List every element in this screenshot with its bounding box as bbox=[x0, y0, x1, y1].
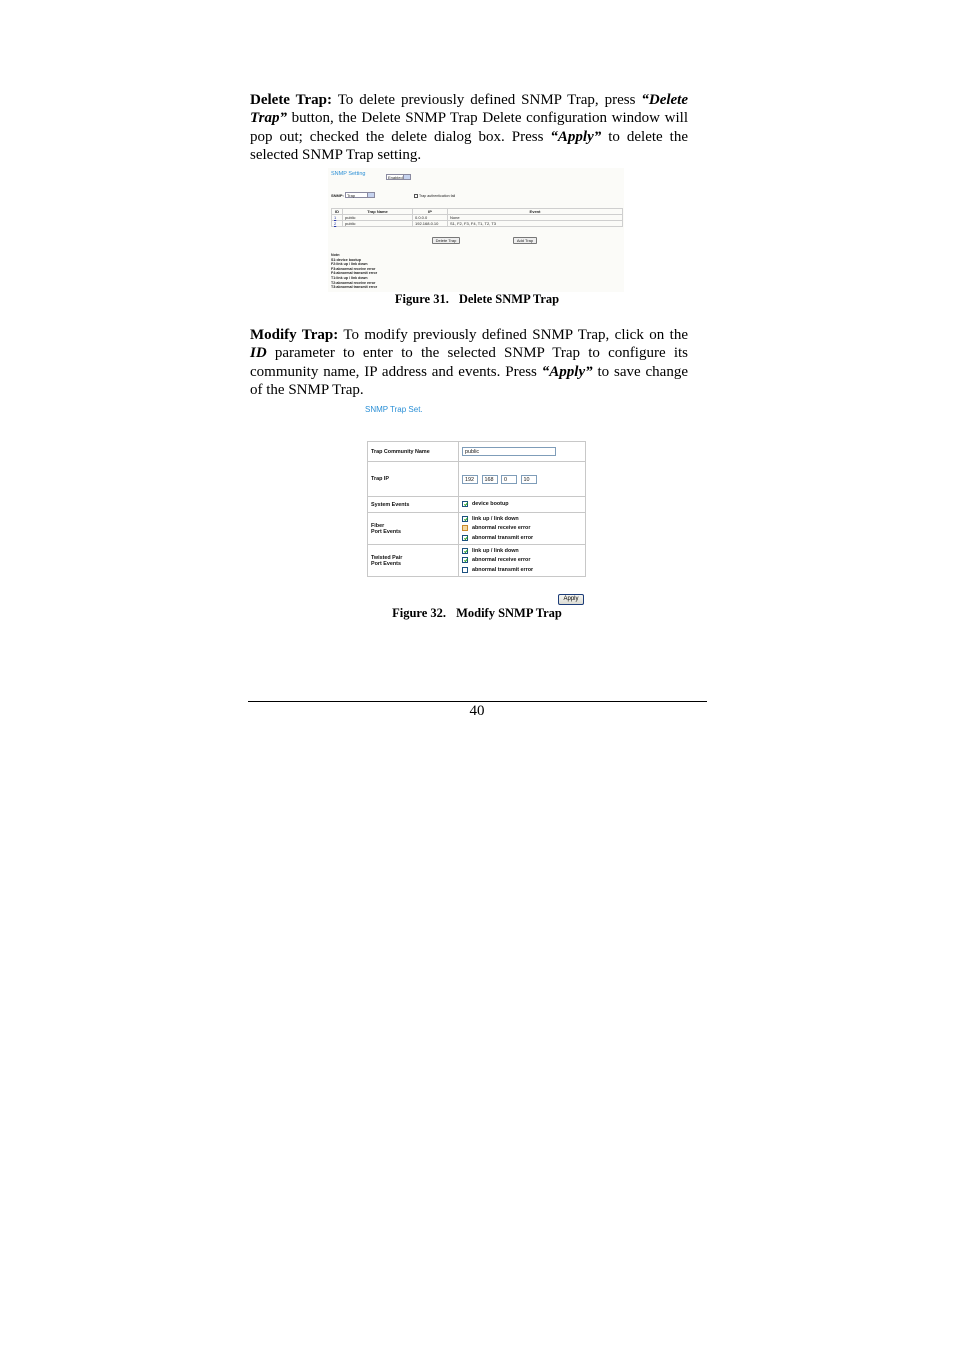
figure-32-screenshot bbox=[364, 402, 590, 606]
trap-id-link[interactable]: 1 bbox=[334, 215, 337, 220]
device-bootup-checkbox[interactable] bbox=[462, 501, 468, 507]
id-emphasis: ID bbox=[250, 345, 267, 362]
tp-link-option[interactable]: link up / link down bbox=[462, 546, 582, 556]
chevron-down-icon bbox=[403, 175, 410, 179]
figure-31-screenshot bbox=[328, 168, 624, 292]
ip-octet-2-input[interactable]: 168 bbox=[482, 475, 498, 484]
delete-trap-button[interactable]: Delete Trap bbox=[432, 237, 460, 244]
trap-auth-fail-checkbox[interactable] bbox=[414, 194, 418, 198]
tp-rx-error-checkbox[interactable] bbox=[462, 557, 468, 563]
col-ip: IP bbox=[413, 209, 448, 215]
snmp-setting-title: SNMP Setting bbox=[331, 171, 366, 177]
col-event: Event bbox=[448, 209, 623, 215]
trap-notes: Note: S1:device bootup F2:link up / link down F3:abnormal receive error F4:abnormal transmit error T1:link up / link down T2:abnormal receive error T3:abnormal transmit error bbox=[331, 253, 378, 290]
event-option-device-bootup[interactable]: device bootup bbox=[462, 500, 582, 510]
fiber-rx-error-checkbox[interactable] bbox=[462, 525, 468, 531]
ip-octet-1-input[interactable]: 192 bbox=[462, 475, 478, 484]
table-row: 1 public 0.0.0.0 None bbox=[332, 215, 623, 221]
modify-trap-heading: Modify Trap: bbox=[250, 327, 339, 343]
tp-tx-error-option[interactable]: abnormal transmit error bbox=[462, 565, 582, 575]
community-name-input[interactable]: public bbox=[462, 447, 556, 456]
delete-trap-heading: Delete Trap: bbox=[250, 92, 333, 108]
col-id: ID bbox=[332, 209, 343, 215]
modify-trap-paragraph: Modify Trap: To modify previously defined SNMP Trap, click on the ID parameter to enter to the selected SNMP Trap to configure its community name, IP address and events. Press “Apply” to save change of the SNMP Trap. bbox=[250, 327, 688, 399]
apply-emphasis: “Apply” bbox=[550, 128, 602, 145]
chevron-down-icon bbox=[367, 193, 374, 197]
tp-tx-error-checkbox[interactable] bbox=[462, 567, 468, 573]
twisted-pair-port-events-label: Twisted Pair Port Events bbox=[368, 545, 459, 577]
delete-trap-emphasis: “Delete Trap” bbox=[250, 92, 688, 127]
fiber-link-checkbox[interactable] bbox=[462, 516, 468, 522]
delete-trap-text-2: button, the Delete SNMP Trap Delete configuration window will pop out; checked the delete dialog box. Press bbox=[250, 110, 688, 145]
trap-auth-fail-label: Trap authentication fail bbox=[419, 194, 456, 198]
ip-octet-3-input[interactable]: 0 bbox=[501, 475, 517, 484]
snmp-label: SNMP: bbox=[331, 193, 344, 198]
table-row: 2 public 192.168.0.10 S1, F2, F3, F4, T1, T2, T3 bbox=[332, 221, 623, 227]
fiber-tx-error-checkbox[interactable] bbox=[462, 535, 468, 541]
col-trap-name: Trap Name bbox=[343, 209, 413, 215]
footer-divider bbox=[248, 701, 707, 702]
snmp-mode-select[interactable]: Enabled bbox=[386, 174, 411, 180]
trap-ip-label: Trap IP bbox=[368, 462, 459, 497]
delete-trap-paragraph bbox=[250, 91, 688, 165]
add-trap-button[interactable]: Add Trap bbox=[513, 237, 537, 244]
community-label: Trap Community Name bbox=[368, 442, 459, 462]
fiber-tx-error-option[interactable]: abnormal transmit error bbox=[462, 533, 582, 543]
tp-rx-error-option[interactable]: abnormal receive error bbox=[462, 556, 582, 566]
snmp-trap-set-title: SNMP Trap Set. bbox=[365, 405, 423, 414]
page-number: 40 bbox=[469, 703, 485, 719]
figure-31-caption: Figure 31. Delete SNMP Trap bbox=[394, 292, 560, 306]
fiber-rx-error-option[interactable]: abnormal receive error bbox=[462, 524, 582, 534]
ip-octet-4-input[interactable]: 10 bbox=[521, 475, 537, 484]
delete-trap-text-3: to delete the selected SNMP Trap setting. bbox=[250, 128, 688, 164]
trap-table bbox=[331, 208, 623, 227]
system-events-label: System Events bbox=[368, 497, 459, 513]
apply-button[interactable]: Apply bbox=[558, 594, 584, 605]
tp-link-checkbox[interactable] bbox=[462, 548, 468, 554]
apply-emphasis: “Apply” bbox=[541, 363, 593, 380]
delete-trap-text-1: To delete previously defined SNMP Trap, press bbox=[332, 92, 642, 108]
figure-32-caption: Figure 32. Modify SNMP Trap bbox=[392, 606, 562, 620]
fiber-link-option[interactable]: link up / link down bbox=[462, 514, 582, 524]
trap-set-table bbox=[367, 441, 586, 577]
fiber-port-events-label: Fiber Port Events bbox=[368, 513, 459, 545]
trap-id-link[interactable]: 2 bbox=[334, 221, 337, 226]
snmp-type-select[interactable]: Trap bbox=[345, 192, 375, 198]
